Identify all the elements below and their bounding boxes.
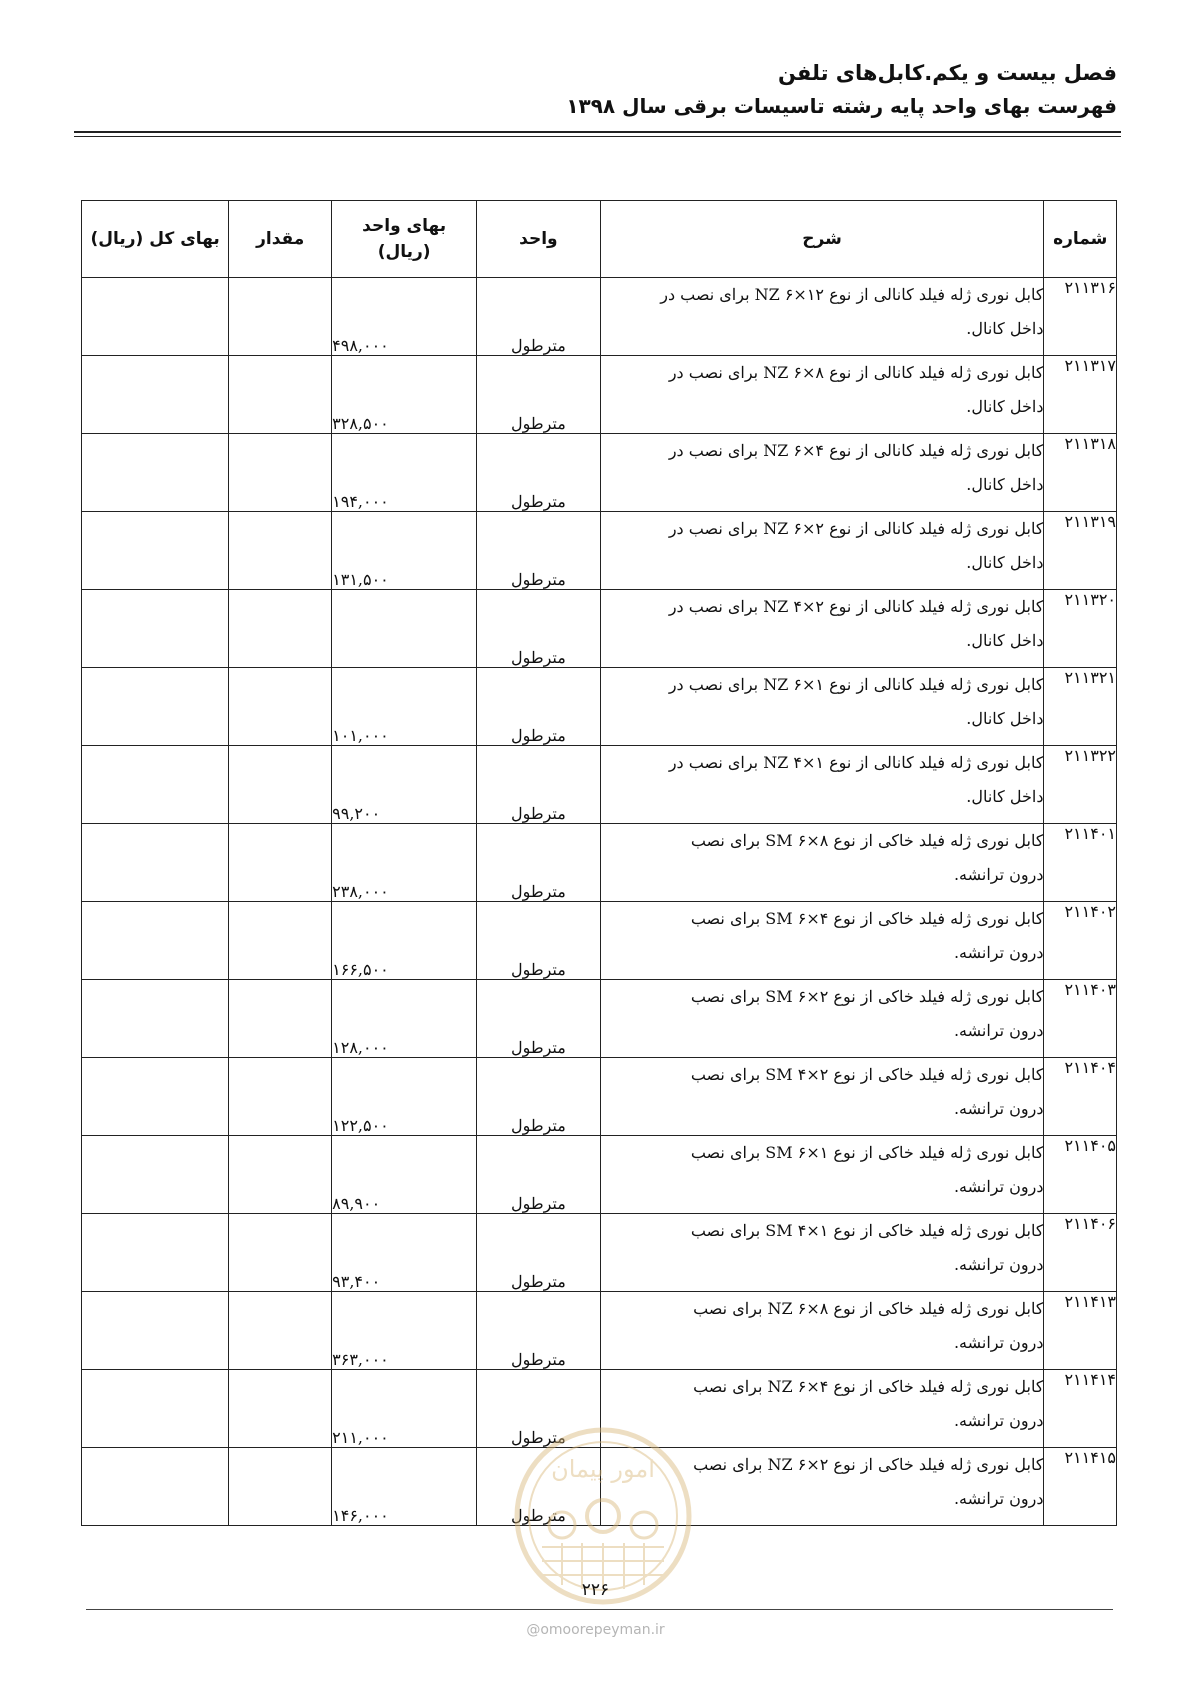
row-total-price — [82, 1214, 229, 1292]
table-row — [82, 590, 1117, 668]
row-description — [600, 590, 1044, 668]
row-description-line1: کابل نوری ژله فیلد خاکی از نوع SM ۶×۱ برای نصب — [690, 1143, 1044, 1162]
row-description — [600, 746, 1044, 824]
row-description — [600, 356, 1044, 434]
row-description-line1: کابل نوری ژله فیلد کانالی از نوع NZ ۶×۲ برای نصب در — [668, 519, 1044, 538]
row-unit-price: ۲۳۸,۰۰۰ — [332, 824, 477, 902]
row-description — [600, 1370, 1044, 1448]
row-quantity — [229, 434, 332, 512]
row-description-line1: کابل نوری ژله فیلد خاکی از نوع SM ۴×۱ برای نصب — [690, 1221, 1044, 1240]
row-quantity — [229, 824, 332, 902]
table-row — [82, 434, 1117, 512]
row-total-price — [82, 824, 229, 902]
row-description — [600, 278, 1044, 356]
row-unit-price: ۲۱۱,۰۰۰ — [332, 1370, 477, 1448]
row-description-line2: درون ترانشه. — [953, 865, 1044, 884]
row-description-line1: کابل نوری ژله فیلد خاکی از نوع NZ ۶×۲ برای نصب — [693, 1455, 1044, 1474]
table-row — [82, 824, 1117, 902]
row-number: ۲۱۱۳۲۱ — [1044, 668, 1117, 746]
row-description-line1: کابل نوری ژله فیلد خاکی از نوع SM ۶×۸ برای نصب — [690, 831, 1044, 850]
col-header-number: شماره — [1044, 201, 1117, 278]
row-total-price — [82, 590, 229, 668]
row-description — [600, 1136, 1044, 1214]
row-description — [600, 824, 1044, 902]
row-quantity — [229, 1214, 332, 1292]
row-description-line1: کابل نوری ژله فیلد خاکی از نوع NZ ۶×۸ برای نصب — [693, 1299, 1044, 1318]
row-unit-price — [332, 590, 477, 668]
table-row — [82, 1058, 1117, 1136]
row-total-price — [82, 1058, 229, 1136]
row-description-line1: کابل نوری ژله فیلد کانالی از نوع NZ ۶×۴ برای نصب در — [668, 441, 1044, 460]
col-header-unit-price-currency: (ریال) — [377, 242, 431, 262]
row-total-price — [82, 512, 229, 590]
row-description — [600, 1058, 1044, 1136]
row-number: ۲۱۱۴۱۵ — [1044, 1448, 1117, 1526]
row-total-price — [82, 1370, 229, 1448]
row-description-line2: درون ترانشه. — [953, 1333, 1044, 1352]
row-unit: مترطول — [477, 1448, 600, 1526]
row-description-line2: داخل کانال. — [966, 319, 1044, 338]
row-description-line2: داخل کانال. — [966, 709, 1044, 728]
row-unit: مترطول — [477, 512, 600, 590]
row-quantity — [229, 1448, 332, 1526]
row-number: ۲۱۱۴۱۳ — [1044, 1292, 1117, 1370]
row-unit-price: ۱۲۲,۵۰۰ — [332, 1058, 477, 1136]
row-description — [600, 1214, 1044, 1292]
row-description-line2: درون ترانشه. — [953, 1177, 1044, 1196]
row-total-price — [82, 902, 229, 980]
row-unit: مترطول — [477, 824, 600, 902]
row-unit: مترطول — [477, 590, 600, 668]
row-total-price — [82, 980, 229, 1058]
row-quantity — [229, 590, 332, 668]
row-quantity — [229, 278, 332, 356]
col-header-quantity: مقدار — [229, 201, 332, 278]
row-description — [600, 1448, 1044, 1526]
footer-rule — [86, 1609, 1113, 1610]
page-header — [74, 56, 1117, 122]
col-header-unit: واحد — [477, 201, 600, 278]
table-row — [82, 356, 1117, 434]
row-number: ۲۱۱۳۱۶ — [1044, 278, 1117, 356]
row-description-line2: درون ترانشه. — [953, 943, 1044, 962]
table-row — [82, 980, 1117, 1058]
row-quantity — [229, 746, 332, 824]
table-row — [82, 512, 1117, 590]
row-description-line1: کابل نوری ژله فیلد خاکی از نوع SM ۶×۴ برای نصب — [690, 909, 1044, 928]
row-unit: مترطول — [477, 1136, 600, 1214]
row-description-line2: داخل کانال. — [966, 397, 1044, 416]
row-description-line1: کابل نوری ژله فیلد کانالی از نوع NZ ۴×۲ برای نصب در — [668, 597, 1044, 616]
row-unit: مترطول — [477, 434, 600, 512]
row-description — [600, 980, 1044, 1058]
row-total-price — [82, 1292, 229, 1370]
row-description-line1: کابل نوری ژله فیلد خاکی از نوع SM ۴×۲ برای نصب — [690, 1065, 1044, 1084]
row-quantity — [229, 902, 332, 980]
row-unit-price: ۳۶۳,۰۰۰ — [332, 1292, 477, 1370]
row-number: ۲۱۱۳۱۷ — [1044, 356, 1117, 434]
row-total-price — [82, 1448, 229, 1526]
row-description — [600, 1292, 1044, 1370]
row-unit-price: ۱۴۶,۰۰۰ — [332, 1448, 477, 1526]
row-unit: مترطول — [477, 1370, 600, 1448]
row-description-line1: کابل نوری ژله فیلد خاکی از نوع SM ۶×۲ برای نصب — [690, 987, 1044, 1006]
row-unit: مترطول — [477, 746, 600, 824]
row-number: ۲۱۱۴۰۴ — [1044, 1058, 1117, 1136]
row-description-line2: درون ترانشه. — [953, 1411, 1044, 1430]
table-row — [82, 1292, 1117, 1370]
col-header-description: شرح — [600, 201, 1044, 278]
row-unit-price: ۱۹۴,۰۰۰ — [332, 434, 477, 512]
price-table — [81, 200, 1117, 1526]
row-unit: مترطول — [477, 278, 600, 356]
table-row — [82, 1214, 1117, 1292]
row-unit-price: ۱۶۶,۵۰۰ — [332, 902, 477, 980]
row-unit-price: ۹۳,۴۰۰ — [332, 1214, 477, 1292]
row-number: ۲۱۱۴۰۱ — [1044, 824, 1117, 902]
row-quantity — [229, 980, 332, 1058]
row-description-line2: داخل کانال. — [966, 475, 1044, 494]
row-unit-price: ۱۳۱,۵۰۰ — [332, 512, 477, 590]
header-rule-thin — [74, 136, 1121, 137]
row-quantity — [229, 1136, 332, 1214]
table-body — [82, 278, 1117, 1526]
row-total-price — [82, 746, 229, 824]
table-row — [82, 1370, 1117, 1448]
table-header-row — [82, 201, 1117, 278]
row-number: ۲۱۱۴۰۲ — [1044, 902, 1117, 980]
row-total-price — [82, 1136, 229, 1214]
row-total-price — [82, 434, 229, 512]
table-row — [82, 1136, 1117, 1214]
row-description — [600, 434, 1044, 512]
seal-text: امور پیمان — [551, 1455, 655, 1483]
row-unit-price: ۹۹,۲۰۰ — [332, 746, 477, 824]
row-unit-price: ۱۲۸,۰۰۰ — [332, 980, 477, 1058]
row-quantity — [229, 356, 332, 434]
row-description-line2: داخل کانال. — [966, 787, 1044, 806]
row-description-line2: درون ترانشه. — [953, 1021, 1044, 1040]
row-unit: مترطول — [477, 356, 600, 434]
row-number: ۲۱۱۴۱۴ — [1044, 1370, 1117, 1448]
table-row — [82, 278, 1117, 356]
table-row — [82, 1448, 1117, 1526]
row-description — [600, 512, 1044, 590]
row-description-line2: داخل کانال. — [966, 631, 1044, 650]
row-description-line1: کابل نوری ژله فیلد کانالی از نوع NZ ۶×۸ برای نصب در — [668, 363, 1044, 382]
row-total-price — [82, 668, 229, 746]
row-number: ۲۱۱۴۰۳ — [1044, 980, 1117, 1058]
row-unit: مترطول — [477, 980, 600, 1058]
document-title: فهرست بهای واحد پایه رشته تاسیسات برقی سال ۱۳۹۸ — [566, 94, 1117, 118]
row-description — [600, 668, 1044, 746]
row-quantity — [229, 1370, 332, 1448]
col-header-total-price: بهای کل (ریال) — [82, 201, 229, 278]
page-number: ۲۲۶ — [581, 1580, 610, 1600]
row-unit-price: ۱۰۱,۰۰۰ — [332, 668, 477, 746]
row-unit: مترطول — [477, 668, 600, 746]
row-description-line1: کابل نوری ژله فیلد کانالی از نوع NZ ۶×۱ برای نصب در — [668, 675, 1044, 694]
col-header-unit-price-label: بهای واحد — [362, 216, 447, 236]
table-row — [82, 668, 1117, 746]
row-total-price — [82, 278, 229, 356]
row-description-line1: کابل نوری ژله فیلد کانالی از نوع NZ ۶×۱۲ برای نصب در — [660, 285, 1044, 304]
row-unit-price: ۳۲۸,۵۰۰ — [332, 356, 477, 434]
row-quantity — [229, 668, 332, 746]
table-row — [82, 746, 1117, 824]
row-description-line1: کابل نوری ژله فیلد کانالی از نوع NZ ۴×۱ برای نصب در — [668, 753, 1044, 772]
row-number: ۲۱۱۴۰۶ — [1044, 1214, 1117, 1292]
header-rule-thick — [74, 131, 1121, 133]
col-header-unit-price — [332, 201, 477, 278]
row-description-line2: درون ترانشه. — [953, 1099, 1044, 1118]
row-unit: مترطول — [477, 902, 600, 980]
row-quantity — [229, 1292, 332, 1370]
row-quantity — [229, 512, 332, 590]
row-number: ۲۱۱۳۲۲ — [1044, 746, 1117, 824]
row-number: ۲۱۱۳۱۹ — [1044, 512, 1117, 590]
row-unit: مترطول — [477, 1214, 600, 1292]
row-unit-price: ۸۹,۹۰۰ — [332, 1136, 477, 1214]
chapter-title: فصل بیست و یکم.کابل‌های تلفن — [778, 61, 1117, 85]
row-unit: مترطول — [477, 1058, 600, 1136]
row-description-line2: درون ترانشه. — [953, 1255, 1044, 1274]
row-unit-price: ۴۹۸,۰۰۰ — [332, 278, 477, 356]
row-number: ۲۱۱۳۲۰ — [1044, 590, 1117, 668]
row-description-line2: داخل کانال. — [966, 553, 1044, 572]
row-description-line2: درون ترانشه. — [953, 1489, 1044, 1508]
row-number: ۲۱۱۳۱۸ — [1044, 434, 1117, 512]
row-description — [600, 902, 1044, 980]
row-total-price — [82, 356, 229, 434]
table-row — [82, 902, 1117, 980]
row-quantity — [229, 1058, 332, 1136]
website-watermark: @omoorepeyman.ir — [526, 1622, 665, 1638]
row-description-line1: کابل نوری ژله فیلد خاکی از نوع NZ ۶×۴ برای نصب — [693, 1377, 1044, 1396]
row-number: ۲۱۱۴۰۵ — [1044, 1136, 1117, 1214]
row-unit: مترطول — [477, 1292, 600, 1370]
